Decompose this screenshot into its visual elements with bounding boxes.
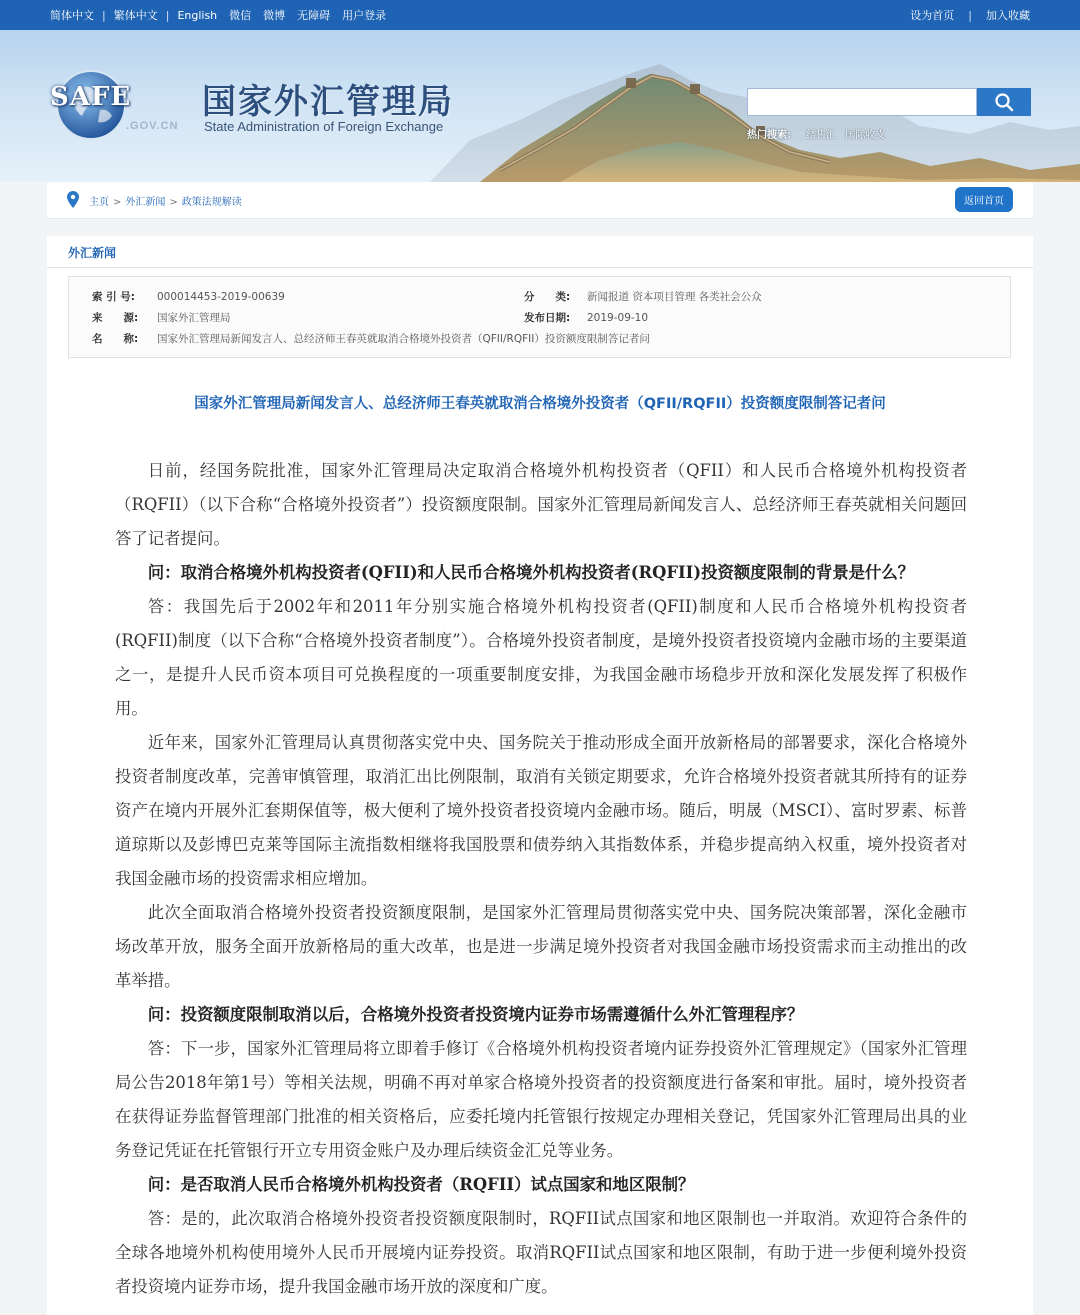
search-button[interactable] <box>977 88 1031 116</box>
article-paragraph: 近年来，国家外汇管理局认真贯彻落实党中央、国务院关于推动形成全面开放新格局的部署要求，深化合格境外投资者制度改革，完善审慎管理，取消汇出比例限制，取消有关锁定期要求，允许合格境外投资者就其所持有的证券资产在境内开展外汇套期保值等，极大便利了境外投资者投资境内金融市场。随后，明晟（MSCI）、富时罗素、标普道琼斯以及彭博巴克莱等国际主流指数相继将我国股票和债券纳入其指数体系，并稳步提高纳入权重，境外投资者对我国金融市场的投资需求相应增加。 <box>115 733 967 888</box>
divider <box>47 267 1033 268</box>
hot-term-link[interactable]: 国际收支 <box>845 130 886 141</box>
breadcrumb-home[interactable]: 主页 <box>89 197 109 208</box>
lang-traditional-link[interactable]: 繁体中文 <box>113 9 158 22</box>
back-home-button[interactable]: 返回首页 <box>955 187 1013 212</box>
question-paragraph: 问：取消合格境外机构投资者(QFII)和人民币合格境外机构投资者(RQFII)投资额度限制的背景是什么？ <box>147 563 915 582</box>
weibo-link[interactable]: 微博 <box>263 9 286 22</box>
meta-label: 名 称: <box>92 333 139 345</box>
breadcrumb-separator: > <box>113 197 122 208</box>
site-title-cn: 国家外汇管理局 <box>202 82 454 122</box>
metadata-table <box>68 276 1011 358</box>
top-bar-left <box>50 0 386 30</box>
meta-label: 索 引 号: <box>92 291 136 303</box>
article-paragraph: 此次全面取消合格境外投资者投资额度限制，是国家外汇管理局贯彻落实党中央、国务院决策部署，深化金融市场改革开放，服务全面开放新格局的重大改革，也是进一步满足境外投资者对我国金融市场投资需求而主动推出的改革举措。 <box>115 903 967 990</box>
meta-value: 新闻报道 资本项目管理 各类社会公众 <box>587 291 762 303</box>
article-paragraph: 答：我国先后于2002年和2011年分别实施合格境外机构投资者(QFII)制度和人民币合格境外机构投资者(RQFII)制度（以下合称“合格境外投资者制度”）。合格境外投资者制度，是境外投资者投资境内金融市场的主要渠道之一，是提升人民币资本项目可兑换程度的一项重要制度安排，为我国金融市场稳步开放和深化发展发挥了积极作用。 <box>115 597 967 718</box>
question-paragraph: 问：投资额度限制取消以后，合格境外投资者投资境内证券市场需遵循什么外汇管理程序？ <box>147 1005 804 1024</box>
article-paragraph: 答：下一步，国家外汇管理局将立即着手修订《合格境外机构投资者境内证券投资外汇管理规定》（国家外汇管理局公告2018年第1号）等相关法规，明确不再对单家合格境外投资者的投资额度进行备案和审批。届时，境外投资者在获得证券监督管理部门批准的相关资格后，应委托境内托管银行按规定办理相关登记，凭国家外汇管理局出具的业务登记凭证在托管银行开立专用资金账户及办理后续资金汇兑等业务。 <box>115 1039 967 1160</box>
search-icon <box>994 92 1014 112</box>
article-paragraph: 答：是的，此次取消合格境外投资者投资额度限制时，RQFII试点国家和地区限制也一并取消。欢迎符合条件的全球各地境外机构使用境外人民币开展境内证券投资。取消RQFII试点国家和地区限制，有助于进一步便利境外投资者投资境内证券市场，提升我国金融市场开放的深度和广度。 <box>115 1209 967 1296</box>
main-panel <box>47 236 1033 1315</box>
breadcrumb-separator: > <box>169 197 178 208</box>
separator: | <box>102 8 106 22</box>
lang-english-link[interactable]: English <box>177 8 218 22</box>
user-login-link[interactable]: 用户登录 <box>342 9 387 22</box>
article-paragraph: 日前，经国务院批准，国家外汇管理局决定取消合格境外机构投资者（QFII）和人民币合格境外机构投资者（RQFII）（以下合称“合格境外投资者”）投资额度限制。国家外汇管理局新闻发言人、总经济师王春英就相关问题回答了记者提问。 <box>115 461 967 548</box>
meta-row <box>69 329 1010 349</box>
header-banner <box>0 30 1080 182</box>
hot-term-link[interactable]: 结售汇 <box>806 130 837 141</box>
article-body <box>115 454 967 1304</box>
meta-label: 发布日期: <box>524 312 571 324</box>
lang-simplified-link[interactable]: 简体中文 <box>50 9 94 22</box>
logo-domain: .GOV.CN <box>126 120 179 132</box>
meta-label: 分 类: <box>524 291 571 303</box>
meta-value: 2019-09-10 <box>587 312 649 324</box>
accessibility-link[interactable]: 无障碍 <box>297 9 331 22</box>
question-paragraph: 问：是否取消人民币合格境外机构投资者（RQFII）试点国家和地区限制？ <box>147 1175 695 1194</box>
breadcrumb-bar <box>47 182 1033 219</box>
meta-value: 国家外汇管理局新闻发言人、总经济师王春英就取消合格境外投资者（QFII/RQFII）投资额度限制答记者问 <box>157 333 650 345</box>
hot-search-label: 热门搜索： <box>747 130 797 141</box>
separator: | <box>165 8 170 22</box>
meta-value: 000014453-2019-00639 <box>157 291 285 303</box>
meta-value: 国家外汇管理局 <box>157 312 231 324</box>
search-input[interactable] <box>747 88 977 116</box>
top-bar-right <box>910 0 1030 30</box>
wechat-link[interactable]: 微信 <box>229 9 252 22</box>
breadcrumb-policy[interactable]: 政策法规解读 <box>181 197 242 208</box>
site-title-en: State Administration of Foreign Exchange <box>204 119 444 134</box>
section-title: 外汇新闻 <box>68 246 117 260</box>
set-homepage-link[interactable]: 设为首页 <box>910 9 955 22</box>
location-pin-icon <box>67 191 79 208</box>
article-title: 国家外汇管理局新闻发言人、总经济师王春英就取消合格境外投资者（QFII/RQFII）投资额度限制答记者问 <box>194 396 886 412</box>
meta-label: 来 源: <box>92 312 139 324</box>
breadcrumb-forex-news[interactable]: 外汇新闻 <box>125 197 166 208</box>
separator: | <box>968 8 972 22</box>
top-bar <box>0 0 1080 30</box>
meta-row <box>69 287 1010 307</box>
meta-row <box>69 308 1010 328</box>
hot-search <box>747 126 891 141</box>
breadcrumb <box>89 193 242 208</box>
logo-text: SAFE <box>50 82 132 112</box>
add-favorite-link[interactable]: 加入收藏 <box>986 9 1030 22</box>
